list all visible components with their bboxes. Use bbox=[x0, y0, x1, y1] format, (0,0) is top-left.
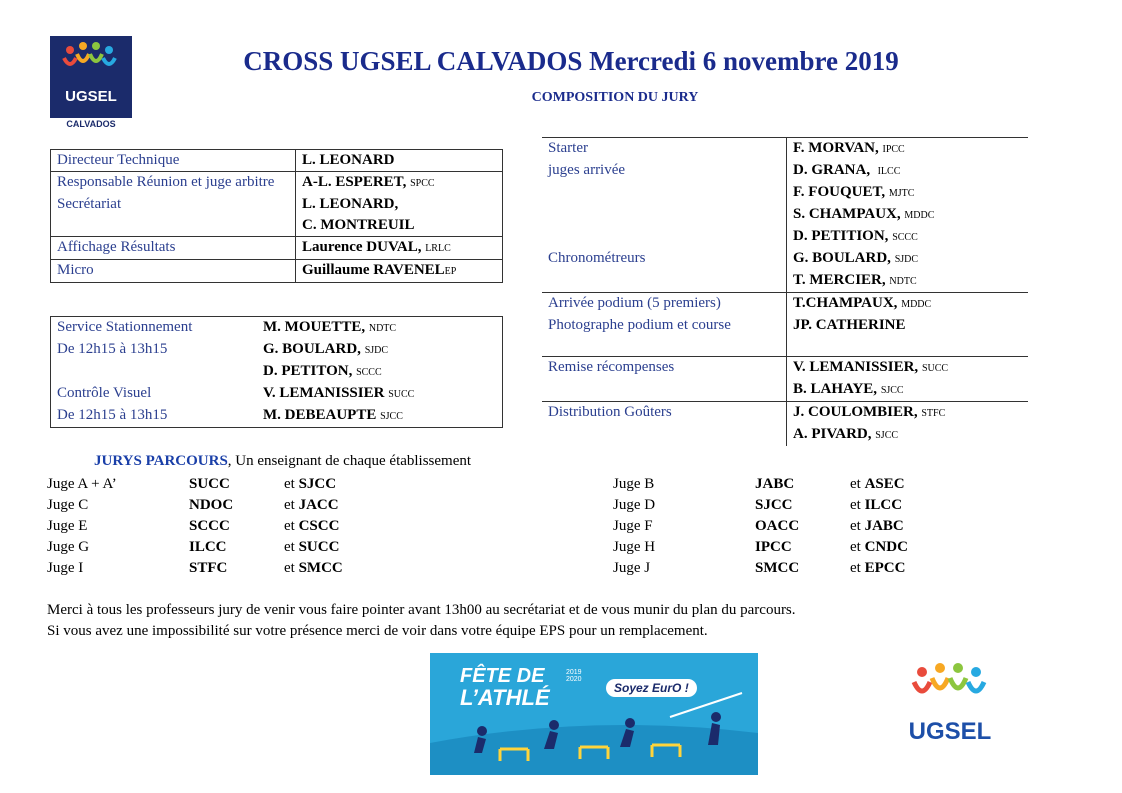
banner-line2: L’ATHLÉ bbox=[460, 685, 550, 710]
person-name: Laurence DUVAL, bbox=[302, 239, 422, 255]
table-row bbox=[51, 339, 503, 361]
person-name: M. DEBEAUPTE bbox=[263, 407, 377, 423]
table-row bbox=[51, 405, 503, 428]
list-item bbox=[613, 558, 953, 579]
table-row bbox=[51, 260, 503, 283]
role-cell: De 12h15 à 13h15 bbox=[51, 405, 258, 428]
name-cell bbox=[787, 204, 1029, 226]
judge-label: Juge G bbox=[47, 539, 90, 555]
judge-label: Juge A + A’ bbox=[47, 476, 117, 492]
judge-label: Juge J bbox=[613, 560, 651, 576]
name-cell bbox=[787, 402, 1029, 425]
school-code: STFC bbox=[921, 408, 946, 419]
name-cell bbox=[257, 405, 503, 428]
name-cell bbox=[787, 357, 1029, 380]
name-cell bbox=[787, 293, 1029, 316]
list-item bbox=[613, 516, 953, 537]
role-cell: De 12h15 à 13h15 bbox=[51, 339, 258, 361]
table-row bbox=[51, 215, 503, 237]
role-cell bbox=[51, 215, 296, 237]
name-cell bbox=[296, 215, 503, 237]
table-row bbox=[542, 248, 1028, 270]
person-name: F. FOUQUET, bbox=[793, 184, 886, 200]
table-row bbox=[542, 293, 1028, 316]
name-cell bbox=[257, 317, 503, 340]
role-cell bbox=[542, 270, 787, 293]
judge-label: Juge D bbox=[613, 497, 656, 513]
name-cell bbox=[257, 383, 503, 405]
list-item bbox=[47, 537, 387, 558]
role-cell: Responsable Réunion et juge arbitre bbox=[51, 172, 296, 195]
role-cell: Chronométreurs bbox=[548, 250, 646, 266]
conjunction: et bbox=[284, 518, 295, 534]
table-row bbox=[542, 424, 1028, 446]
person-name: A-L. ESPERET, bbox=[302, 174, 407, 190]
role-cell: Remise récompenses bbox=[542, 357, 787, 380]
person-name: L. LEONARD, bbox=[302, 196, 399, 212]
role-cell: Affichage Résultats bbox=[51, 237, 296, 260]
person-name: M. MOUETTE, bbox=[263, 319, 366, 335]
list-item bbox=[613, 495, 953, 516]
page-subtitle: COMPOSITION DU JURY bbox=[531, 90, 699, 105]
name-cell bbox=[296, 260, 503, 283]
person-name: S. CHAMPAUX, bbox=[793, 206, 901, 222]
list-item bbox=[47, 558, 387, 579]
school-code: SJCC bbox=[880, 385, 904, 396]
school-code: SJCC bbox=[875, 430, 899, 441]
school-code: OACC bbox=[755, 518, 800, 534]
role-cell bbox=[542, 204, 787, 226]
person-name: D. GRANA, bbox=[793, 162, 871, 178]
person-name: V. LEMANISSIER, bbox=[793, 359, 919, 375]
role-cell bbox=[542, 379, 787, 402]
person-name: J. COULOMBIER, bbox=[793, 404, 918, 420]
conjunction: et bbox=[284, 560, 295, 576]
table-row-spacer bbox=[542, 336, 1028, 357]
person-name: Guillaume RAVENEL bbox=[302, 262, 445, 278]
school-code: SUCC bbox=[921, 363, 949, 374]
school-code: EPCC bbox=[864, 560, 906, 576]
list-item bbox=[47, 495, 387, 516]
judge-label: Juge E bbox=[47, 518, 88, 534]
school-code: SCCC bbox=[356, 367, 382, 378]
school-code: SUCC bbox=[298, 539, 340, 555]
name-cell bbox=[787, 424, 1029, 446]
school-code: ILCC bbox=[189, 539, 227, 555]
person-name: A. PIVARD, bbox=[793, 426, 872, 442]
role-cell: juges arrivée bbox=[548, 162, 626, 178]
list-item bbox=[613, 537, 953, 558]
name-cell bbox=[296, 237, 503, 260]
person-name: D. PETITION, bbox=[793, 228, 889, 244]
judge-label: Juge F bbox=[613, 518, 653, 534]
school-code: SCCC bbox=[189, 518, 230, 534]
ugsel-logo-bottom bbox=[900, 660, 1000, 750]
role-cell bbox=[542, 424, 787, 446]
note-line: Si vous avez une impossibilité sur votre présence merci de voir dans votre équipe EPS pour un remplacement. bbox=[47, 623, 708, 639]
table-row bbox=[542, 402, 1028, 425]
conjunction: et bbox=[850, 560, 861, 576]
school-code: STFC bbox=[189, 560, 228, 576]
role-cell: Contrôle Visuel bbox=[51, 383, 258, 405]
person-name: F. MORVAN, bbox=[793, 140, 879, 156]
person-name: C. MONTREUIL bbox=[302, 217, 415, 233]
school-code: NDTC bbox=[368, 323, 397, 334]
table-row bbox=[542, 160, 1028, 182]
name-cell bbox=[787, 248, 1029, 270]
school-code: SJCC bbox=[380, 411, 403, 422]
school-code: SJDC bbox=[364, 345, 389, 356]
school-code: JABC bbox=[755, 476, 795, 492]
name-cell bbox=[787, 315, 1029, 336]
school-code: ASEC bbox=[864, 476, 905, 492]
conjunction: et bbox=[850, 497, 861, 513]
name-cell bbox=[296, 172, 503, 195]
logo-text: UGSEL bbox=[908, 718, 992, 745]
table-row bbox=[542, 204, 1028, 226]
person-name: V. LEMANISSIER bbox=[263, 385, 385, 401]
table-row bbox=[51, 172, 503, 195]
name-cell bbox=[787, 270, 1029, 293]
name-cell bbox=[787, 182, 1029, 204]
person-name: T.CHAMPAUX, bbox=[793, 295, 898, 311]
note-line: Merci à tous les professeurs jury de venir vous faire pointer avant 13h00 au secrétariat et de vous munir du plan du parcours. bbox=[47, 602, 796, 618]
banner-years: 2019 2020 bbox=[566, 669, 582, 683]
table-row bbox=[542, 182, 1028, 204]
judge-label: Juge B bbox=[613, 476, 655, 492]
table-row bbox=[542, 226, 1028, 248]
table-row bbox=[51, 150, 503, 172]
person-name: B. LAHAYE, bbox=[793, 381, 878, 397]
school-code: JACC bbox=[298, 497, 339, 513]
jury-table-stationnement bbox=[50, 316, 503, 428]
table-row bbox=[542, 379, 1028, 402]
role-cell: Secrétariat bbox=[51, 194, 296, 215]
parcours-title: JURYS PARCOURS bbox=[94, 453, 228, 469]
jury-table-arrivee bbox=[542, 137, 1028, 446]
school-code: SUCC bbox=[388, 389, 415, 400]
person-name: D. PETITON, bbox=[263, 363, 353, 379]
banner-slogan: Soyez EurO ! bbox=[606, 679, 697, 697]
conjunction: et bbox=[284, 476, 295, 492]
person-name: G. BOULARD, bbox=[793, 250, 891, 266]
athletes-figures-icon bbox=[900, 660, 1000, 716]
table-row bbox=[542, 357, 1028, 380]
conjunction: et bbox=[284, 539, 295, 555]
judge-label: Juge C bbox=[47, 497, 89, 513]
school-code: SCCC bbox=[892, 232, 918, 243]
school-code: IPCC bbox=[755, 539, 792, 555]
table-row bbox=[51, 317, 503, 340]
role-cell: Service Stationnement bbox=[51, 317, 258, 340]
name-cell bbox=[787, 226, 1029, 248]
school-code: ILCC bbox=[864, 497, 903, 513]
person-name: L. LEONARD bbox=[302, 152, 395, 168]
role-cell: Arrivée podium (5 premiers) bbox=[542, 293, 787, 316]
school-code: MDDC bbox=[901, 299, 932, 310]
jury-table-direction bbox=[50, 149, 503, 283]
conjunction: et bbox=[850, 518, 861, 534]
table-row bbox=[51, 237, 503, 260]
table-row bbox=[51, 361, 503, 383]
name-cell bbox=[787, 379, 1029, 402]
school-code: SMCC bbox=[755, 560, 800, 576]
parcours-left-list bbox=[47, 474, 387, 584]
logo-text: UGSEL bbox=[65, 88, 117, 105]
person-name: G. BOULARD, bbox=[263, 341, 361, 357]
role-cell: Distribution Goûters bbox=[542, 402, 787, 425]
list-item bbox=[47, 474, 387, 495]
school-code: CSCC bbox=[298, 518, 340, 534]
table-row bbox=[542, 138, 1028, 161]
school-code: ILCC bbox=[877, 166, 901, 177]
school-code: EP bbox=[444, 266, 457, 277]
name-cell bbox=[787, 138, 1029, 161]
banner-line1: FÊTE DE bbox=[460, 665, 545, 687]
school-code: SPCC bbox=[410, 178, 435, 189]
school-code: SJDC bbox=[894, 254, 919, 265]
fete-athle-banner bbox=[430, 653, 758, 775]
list-item bbox=[613, 474, 953, 495]
school-code: LRLC bbox=[425, 243, 451, 254]
school-code: MJTC bbox=[888, 188, 915, 199]
judge-label: Juge I bbox=[47, 560, 84, 576]
name-cell bbox=[296, 150, 503, 172]
parcours-description: , Un enseignant de chaque établissement bbox=[227, 453, 472, 469]
conjunction: et bbox=[284, 497, 295, 513]
role-cell: Micro bbox=[51, 260, 296, 283]
school-code: MDDC bbox=[904, 210, 935, 221]
table-row bbox=[542, 270, 1028, 293]
page-title: CROSS UGSEL CALVADOS Mercredi 6 novembre 2019 bbox=[243, 46, 899, 76]
school-code: CNDC bbox=[864, 539, 908, 555]
school-code: SJCC bbox=[298, 476, 337, 492]
role-cell bbox=[542, 226, 787, 248]
name-cell bbox=[257, 361, 503, 383]
list-item bbox=[47, 516, 387, 537]
school-code: SJCC bbox=[755, 497, 793, 513]
school-code: NDOC bbox=[189, 497, 234, 513]
table-row bbox=[51, 383, 503, 405]
conjunction: et bbox=[850, 476, 861, 492]
person-name: T. MERCIER, bbox=[793, 272, 886, 288]
role-cell: Photographe podium et course bbox=[548, 317, 731, 333]
role-cell: Starter bbox=[542, 138, 787, 161]
school-code: IPCC bbox=[882, 144, 905, 155]
role-cell bbox=[542, 182, 787, 204]
conjunction: et bbox=[850, 539, 861, 555]
person-name: JP. CATHERINE bbox=[793, 317, 906, 333]
name-cell bbox=[257, 339, 503, 361]
logo-subtitle: CALVADOS bbox=[66, 119, 116, 129]
school-code: JABC bbox=[864, 518, 904, 534]
notes bbox=[47, 600, 796, 642]
judge-label: Juge H bbox=[613, 539, 656, 555]
role-cell: Directeur Technique bbox=[51, 150, 296, 172]
school-code: NDTC bbox=[889, 276, 917, 287]
school-code: SMCC bbox=[298, 560, 343, 576]
name-cell bbox=[787, 160, 1029, 182]
name-cell bbox=[296, 194, 503, 215]
role-cell bbox=[51, 361, 258, 383]
parcours-heading bbox=[94, 453, 471, 470]
table-row bbox=[51, 194, 503, 215]
school-code: SUCC bbox=[189, 476, 230, 492]
table-row bbox=[542, 315, 1028, 336]
parcours-right-list bbox=[613, 474, 953, 584]
